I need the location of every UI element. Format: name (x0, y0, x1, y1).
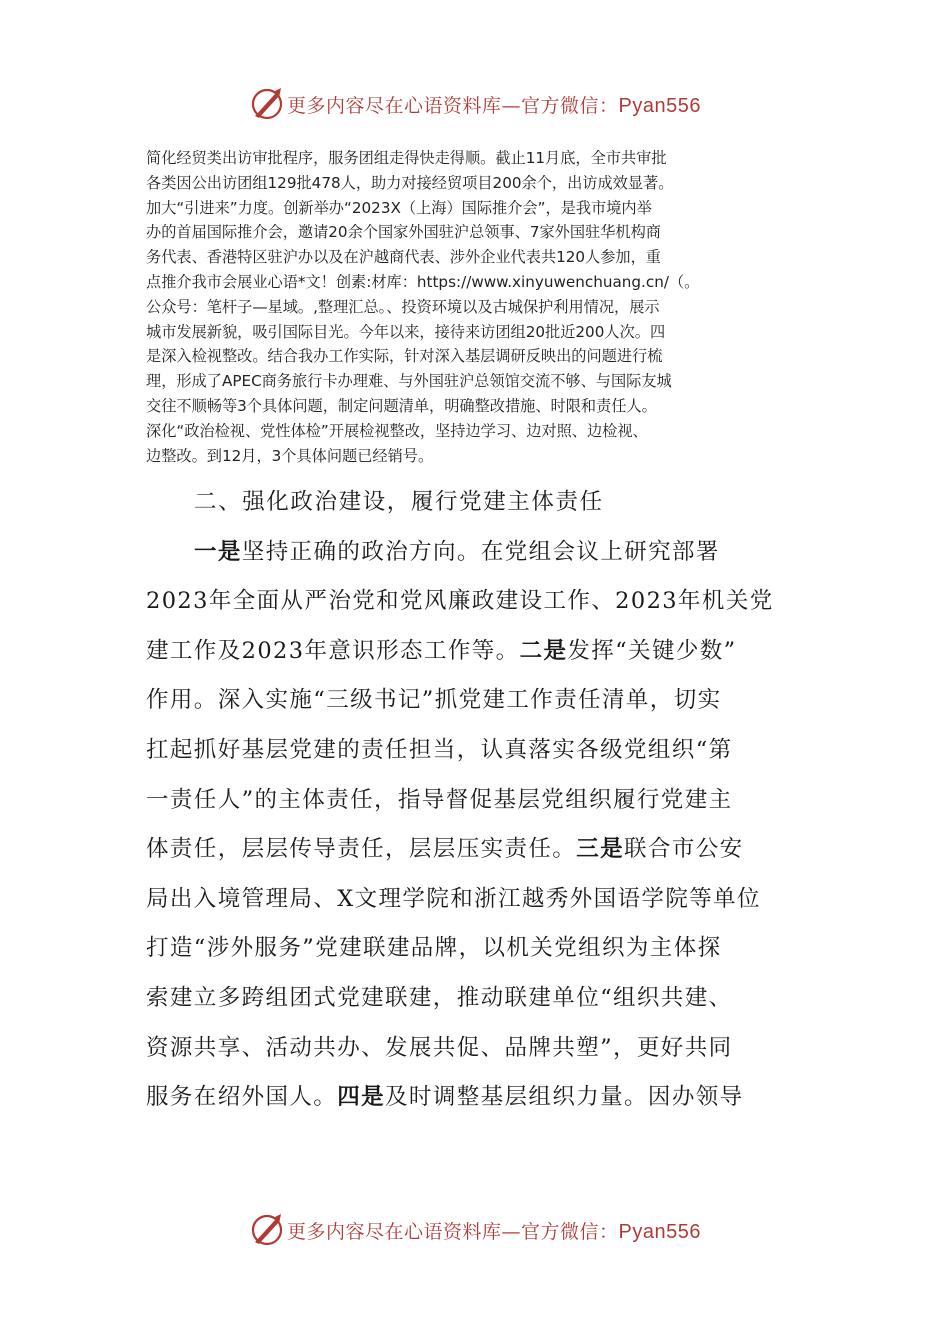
bold-marker: 四是 (337, 1084, 386, 1111)
pen-circle-logo-icon (249, 1212, 285, 1248)
text-line: 简化经贸类出访审批程序，服务团组走得快走得顺。截止11月底，全市共审批 (146, 149, 667, 167)
text-line: 公众号：笔杆子—星域。,整理汇总。、投资环境以及古城保护利用情况，展示 (146, 297, 660, 316)
body-line: 体责任，层层传导责任，层层压实责任。三是联合市公安 (146, 836, 744, 863)
body-line: 建工作及2023年意识形态工作等。二是发挥“关键少数” (146, 637, 737, 664)
body-line: 一是坚持正确的政治方向。在党组会议上研究部署 (194, 538, 720, 565)
text-line: 理，形成了APEC商务旅行卡办理难、与外国驻沪总领馆交流不够、与国际友城 (146, 372, 672, 391)
bold-marker: 一是 (194, 538, 242, 565)
text-line: 办的首届国际推介会，邀请20余个国家外国驻沪总领事、7家外国驻华机构商 (146, 223, 661, 242)
text-line: 城市发展新貌，吸引国际目光。今年以来，接待来访团组20批近200人次。四 (146, 322, 666, 341)
bold-marker: 三是 (576, 836, 625, 863)
body-line: 局出入境管理局、X文理学院和浙江越秀外国语学院等单位 (146, 885, 761, 912)
text-line: 交往不顺畅等3个具体问题，制定问题清单，明确整改措施、时限和责任人。 (146, 396, 657, 415)
text-line: 务代表、香港特区驻沪办以及在沪越商代表、涉外企业代表共120人参加，重 (146, 248, 661, 267)
text-line: 点推介我市会展业心语*文！创素:材库：https://www.xinyuwenchuang.cn/（。 (146, 272, 700, 291)
body-line: 一责任人”的主体责任，指导督促基层党组织履行党建主 (146, 786, 733, 813)
watermark-wechat-id: Pyan556 (618, 94, 701, 117)
text-line: 各类因公出访团组129批478人，助力对接经贸项目200余个，出访成效显著。 (146, 173, 674, 192)
bold-marker: 二是 (519, 637, 568, 664)
text-line: 深化“政治检视、党性体检”开展检视整改，坚持边学习、边对照、边检视、 (146, 421, 648, 440)
watermark-banner-bottom (0, 1210, 950, 1250)
body-line: 2023年全面从严治党和党风廉政建设工作、2023年机关党 (146, 588, 774, 615)
body-line: 服务在绍外国人。四是及时调整基层组织力量。因办领导 (146, 1084, 744, 1111)
body-line: 作用。深入实施“三级书记”抓党建工作责任清单，切实 (146, 687, 722, 714)
body-line: 资源共享、活动共办、发展共促、品牌共塑”，更好共同 (146, 1034, 733, 1061)
text-line: 边整改。到12月，3个具体问题已经销号。 (146, 446, 434, 465)
small-text-paragraph (146, 146, 808, 468)
watermark-text: 更多内容尽在心语资料库—官方微信：Pyan556 (287, 94, 701, 117)
text-line: 是深入检视整改。结合我办工作实际，针对深入基层调研反映出的问题进行梳 (146, 347, 663, 366)
watermark-text: 更多内容尽在心语资料库—官方微信：Pyan556 (287, 1220, 701, 1243)
body-line: 扛起抓好基层党建的责任担当，认真落实各级党组织“第 (146, 736, 733, 763)
main-body (146, 478, 808, 1123)
body-line: 索建立多跨组团式党建联建，推动联建单位“组织共建、 (146, 984, 733, 1011)
watermark-banner-top (0, 84, 950, 124)
watermark-wechat-id: Pyan556 (618, 1220, 701, 1243)
text-line: 加大“引进来”力度。创新举办“2023X（上海）国际推介会”，是我市境内举 (146, 198, 652, 217)
pen-circle-logo-icon (249, 86, 285, 122)
section-heading: 二、强化政治建设，履行党建主体责任 (194, 489, 604, 515)
body-line: 打造“涉外服务”党建联建品牌，以机关党组织为主体探 (146, 935, 722, 962)
